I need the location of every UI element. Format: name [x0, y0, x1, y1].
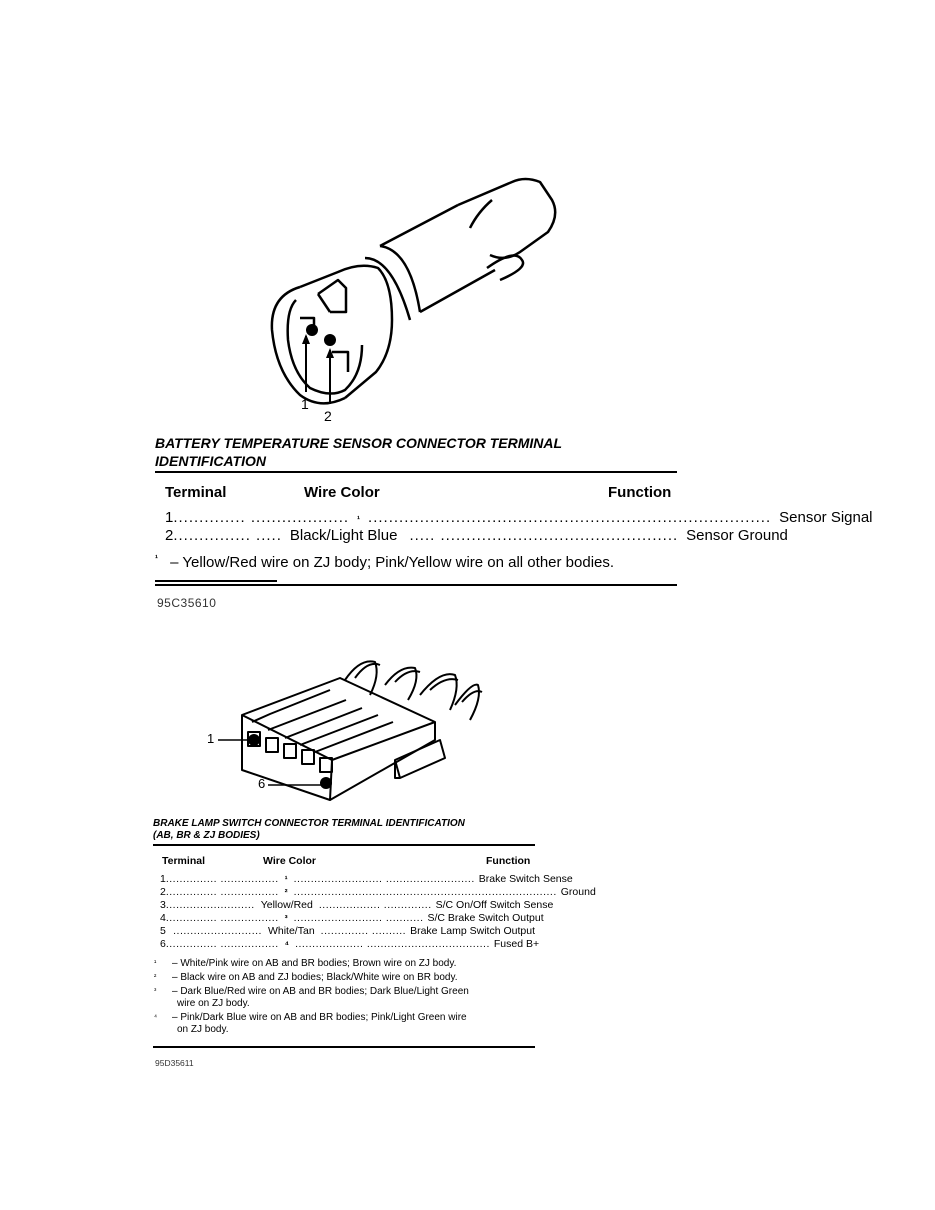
brake-row-wire-color: White/Tan	[267, 925, 315, 937]
brake-row-function: S/C On/Off Switch Sense	[435, 899, 554, 911]
brake-footnote-text: – Pink/Dark Blue wire on AB and BR bodies; Pink/Light Green wire	[172, 1012, 467, 1023]
brake-footnote-mark: ²	[154, 974, 157, 981]
brake-row-6: 6 ............... ................. ⁴ .................... .................................... Fused B+	[160, 938, 540, 950]
brake-row-function: Ground	[560, 886, 596, 898]
battery-row-wire-color: ¹	[357, 514, 361, 524]
callout-terminal-2: 2	[324, 408, 332, 424]
brake-row-wire-color: Yellow/Red	[260, 899, 313, 911]
battery-short-rule	[155, 580, 277, 582]
brake-header-wire-color: Wire Color	[263, 855, 316, 867]
battery-figure-code: 95C35610	[157, 596, 217, 610]
brake-footnote-text: – Black wire on AB and ZJ bodies; Black/White wire on BR body.	[172, 972, 458, 983]
brake-row-terminal: 5	[160, 925, 166, 937]
brake-row-wire-color: ⁴	[284, 939, 290, 949]
battery-footnote-mark: ¹	[155, 553, 158, 563]
battery-footnote	[155, 553, 614, 571]
brake-header-function: Function	[486, 855, 531, 867]
callout-terminal-1: 1	[207, 731, 215, 746]
brake-footnote-mark: ⁴	[154, 1014, 158, 1021]
battery-row-function: Sensor Signal	[779, 509, 873, 526]
battery-bottom-rule	[155, 584, 677, 586]
brake-row-terminal: 6	[160, 938, 166, 950]
battery-table-title	[155, 434, 685, 470]
battery-header-wire-color: Wire Color	[304, 484, 380, 501]
brake-footnote-2	[154, 972, 534, 984]
brake-row-3: 3 .......................... Yellow/Red .................. .............. S/C On/Off Switch Sense	[160, 899, 554, 911]
battery-header-function: Function	[608, 484, 672, 501]
brake-row-terminal: 1	[160, 873, 166, 885]
brake-row-terminal: 3	[160, 899, 166, 911]
brake-row-terminal: 4	[160, 912, 166, 924]
brake-footnote-1	[154, 958, 534, 970]
brake-footnote-text-cont: wire on ZJ body.	[177, 998, 250, 1009]
brake-row-wire-color: ¹	[284, 874, 288, 884]
battery-row-2: 2 ............... ..... Black/Light Blue ..... .............................................. Sensor Ground	[165, 527, 788, 544]
brake-row-wire-color: ³	[284, 913, 288, 923]
brake-table-title	[153, 818, 543, 842]
brake-footnote-3	[154, 986, 534, 1010]
brake-header-terminal: Terminal	[162, 855, 205, 867]
battery-top-rule	[155, 471, 677, 473]
battery-title-line2: IDENTIFICATION	[155, 453, 266, 469]
brake-footnote-text: – Dark Blue/Red wire on AB and BR bodies; Dark Blue/Light Green	[172, 986, 469, 997]
brake-row-function: Brake Lamp Switch Output	[410, 925, 535, 937]
brake-row-4: 4 ............... ................. ³ .......................... ........... S/C Brake Switch Output	[160, 912, 544, 924]
battery-header-terminal: Terminal	[165, 484, 227, 501]
battery-row-function: Sensor Ground	[686, 527, 788, 544]
brake-bottom-rule	[153, 1046, 535, 1048]
brake-row-2: 2 ............... ................. ² ............................................................................. Ground	[160, 886, 596, 898]
battery-row-terminal: 1	[165, 509, 174, 526]
brake-footnote-text-cont: on ZJ body.	[177, 1024, 229, 1035]
brake-footnote-4	[154, 1012, 534, 1036]
brake-row-function: Brake Switch Sense	[478, 873, 573, 885]
brake-footnote-mark: ¹	[154, 960, 157, 967]
brake-row-5: 5 .......................... White/Tan .............. .......... Brake Lamp Switch Output	[160, 925, 535, 937]
brake-figure-code: 95D35611	[155, 1058, 194, 1068]
brake-row-function: S/C Brake Switch Output	[427, 912, 544, 924]
brake-row-function: Fused B+	[493, 938, 540, 950]
brake-title-line2: (AB, BR & ZJ BODIES)	[153, 830, 260, 841]
brake-footnote-mark: ³	[154, 988, 157, 995]
callout-terminal-6: 6	[258, 776, 266, 791]
battery-footnote-text: – Yellow/Red wire on ZJ body; Pink/Yellow wire on all other bodies.	[170, 554, 615, 571]
callout-terminal-1: 1	[301, 396, 309, 412]
brake-row-1: 1 ............... ................. ¹ .......................... .......................... Brake Switch Sense	[160, 873, 573, 885]
brake-footnote-text: – White/Pink wire on AB and BR bodies; Brown wire on ZJ body.	[172, 958, 457, 969]
battery-row-wire-color: Black/Light Blue	[289, 527, 398, 544]
battery-row-terminal: 2	[165, 527, 174, 544]
battery-row-1: 1 .............. ................... ¹ .............................................................................. Sensor Signal	[165, 509, 873, 526]
brake-row-terminal: 2	[160, 886, 166, 898]
brake-title-line1: BRAKE LAMP SWITCH CONNECTOR TERMINAL IDENTIFICATION	[153, 818, 465, 829]
battery-temp-sensor-connector-illustration	[0, 0, 935, 430]
battery-title-line1: BATTERY TEMPERATURE SENSOR CONNECTOR TERMINAL	[155, 435, 563, 451]
brake-lamp-switch-connector-illustration	[0, 640, 935, 840]
brake-top-rule	[153, 844, 535, 846]
brake-row-wire-color: ²	[284, 887, 288, 897]
